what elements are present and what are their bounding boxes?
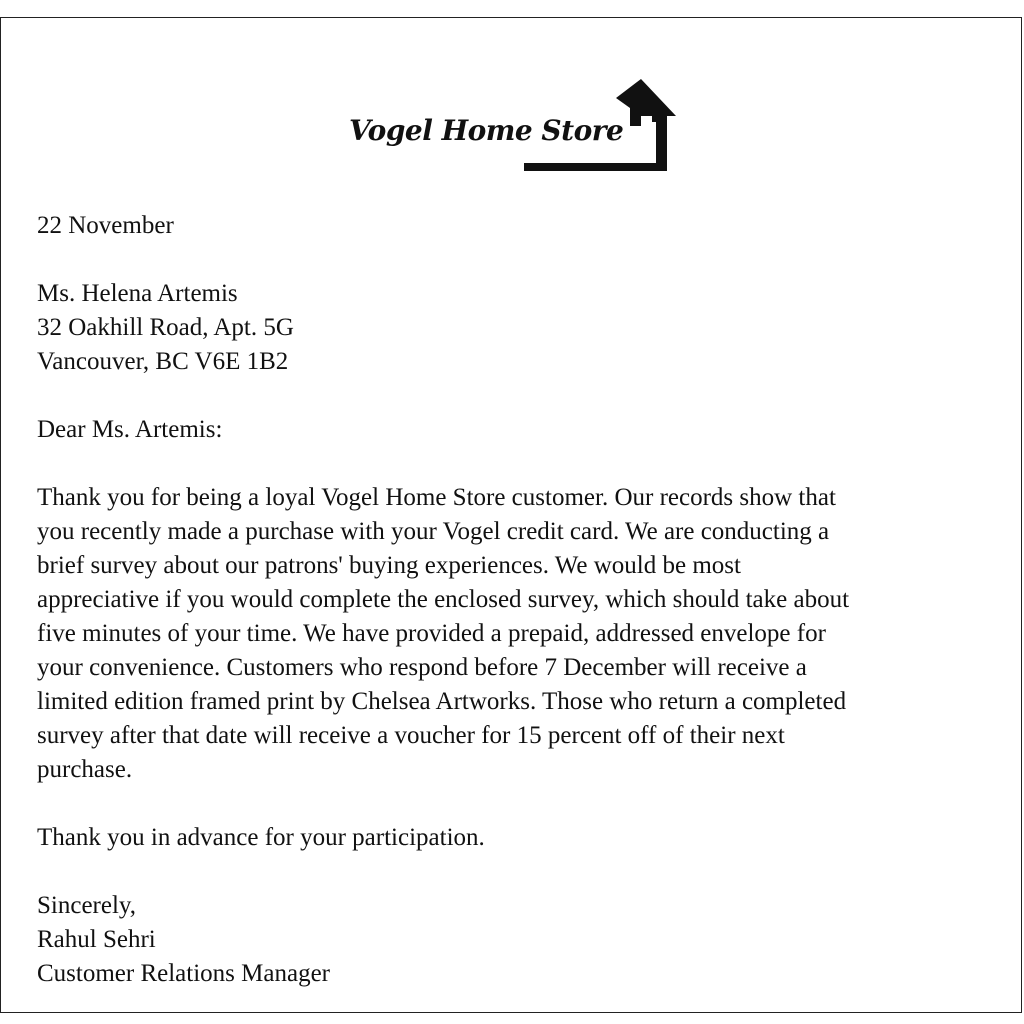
letterhead-logo <box>341 76 681 176</box>
closing-word: Sincerely, <box>37 892 137 919</box>
letter-date <box>37 209 987 243</box>
sender-name: Rahul Sehri <box>37 926 156 953</box>
body-line: brief survey about our patrons' buying experiences. We would be most <box>37 552 741 579</box>
body-line: survey after that date will receive a voucher for 15 percent off of their next <box>37 722 785 749</box>
store-name: Vogel Home Store <box>349 114 624 147</box>
body-line: limited edition framed print by Chelsea Artworks. Those who return a completed <box>37 688 847 715</box>
recipient-city: Vancouver, BC V6E 1B2 <box>37 348 289 375</box>
body-line: five minutes of your time. We have provided a prepaid, addressed envelope for <box>37 620 826 647</box>
recipient-address <box>37 277 987 379</box>
closing-thanks-text: Thank you in advance for your participation. <box>37 824 485 851</box>
sender-title: Customer Relations Manager <box>37 960 330 987</box>
salutation-text: Dear Ms. Artemis: <box>37 416 223 443</box>
signature-block <box>37 889 987 991</box>
recipient-name: Ms. Helena Artemis <box>37 280 238 307</box>
letter-content <box>37 209 987 991</box>
body-line: purchase. <box>37 756 133 783</box>
body-line: you recently made a purchase with your Vogel credit card. We are conducting a <box>37 518 830 545</box>
body-line: Thank you for being a loyal Vogel Home Store customer. Our records show that <box>37 484 836 511</box>
body-line: appreciative if you would complete the enclosed survey, which should take about <box>37 586 850 613</box>
closing-thanks <box>37 821 987 855</box>
salutation <box>37 413 987 447</box>
body-paragraph <box>37 481 987 787</box>
letter-page <box>0 17 1022 1013</box>
recipient-street: 32 Oakhill Road, Apt. 5G <box>37 314 294 341</box>
date-text: 22 November <box>37 212 174 239</box>
body-line: your convenience. Customers who respond before 7 December will receive a <box>37 654 807 681</box>
